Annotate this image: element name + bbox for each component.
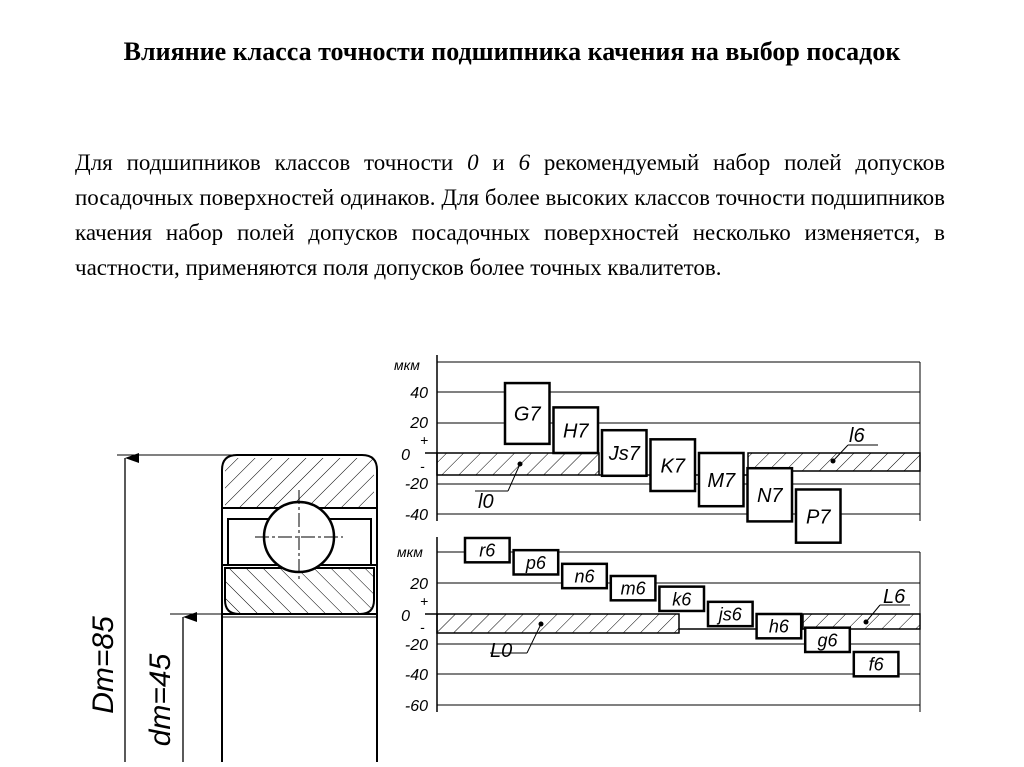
shaft-field-label: f6 xyxy=(868,654,884,675)
shaft-field-label: g6 xyxy=(817,630,838,651)
housing-field-label: N7 xyxy=(756,485,783,507)
minus-sign: - xyxy=(420,458,425,474)
shaft-field-label: m6 xyxy=(620,578,646,599)
housing-tolerance-chart xyxy=(394,355,920,543)
bearing-class-6-label: l6 xyxy=(849,425,865,447)
shaft-field-label: r6 xyxy=(479,540,496,561)
housing-field-label: G7 xyxy=(513,403,541,426)
shaft-field-label: n6 xyxy=(574,566,595,587)
shaft-field-label: h6 xyxy=(768,616,789,637)
shaft-field-label: p6 xyxy=(525,552,546,573)
plus-sign: + xyxy=(420,593,429,609)
bearing-class-L0-band xyxy=(437,614,679,633)
plus-sign: + xyxy=(420,432,429,448)
outer-diameter-label: Dm=85 xyxy=(87,616,120,714)
shaft-field-label: k6 xyxy=(672,589,692,610)
housing-tick-label: 40 xyxy=(410,385,428,402)
housing-tick-label: -40 xyxy=(404,507,428,524)
bearing-class-L0-label: L0 xyxy=(490,640,513,662)
inner-diameter-label: dm=45 xyxy=(144,653,177,747)
paragraph-text-2: рекомендуемый набор полей допусков посадочных поверхностей одинаков. Для более высоких классов точности подшипников качения набор полей допусков посадочных поверхностей несколько изменяется, в частности, применяются поля допусков более точных квалитетов. xyxy=(75,150,946,280)
shaft-tick-label: -60 xyxy=(404,698,428,715)
minus-sign: - xyxy=(420,619,425,635)
housing-field-label: H7 xyxy=(562,420,589,443)
housing-tick-label: 20 xyxy=(410,415,428,432)
shaft-fields xyxy=(465,538,898,676)
page-title: Влияние класса точности подшипника качения на выбор посадок xyxy=(123,37,901,66)
shaft-unit-label: мкм xyxy=(397,544,423,560)
accuracy-class-6: 6 xyxy=(518,150,531,175)
accuracy-class-0: 0 xyxy=(467,150,479,175)
paragraph-conjunction: и xyxy=(478,150,519,175)
bearing-class-0-label: l0 xyxy=(478,491,494,513)
housing-tick-label: 0 xyxy=(401,447,410,464)
shaft-field-label: js6 xyxy=(718,604,742,625)
bearing-class-L6-label: L6 xyxy=(883,586,906,608)
inner-ring-section xyxy=(225,568,374,614)
housing-tick-label: -20 xyxy=(404,476,428,493)
shaft-tick-label: 0 xyxy=(401,608,410,625)
housing-field-label: Js7 xyxy=(608,443,640,466)
housing-unit-label: мкм xyxy=(394,357,420,373)
housing-field-label: K7 xyxy=(660,455,685,478)
shaft-tick-label: 20 xyxy=(410,576,428,593)
shaft-tick-label: -20 xyxy=(404,637,428,654)
shaft-tolerance-chart xyxy=(397,537,920,715)
bearing-sketch xyxy=(87,455,377,762)
shaft-tick-label: -40 xyxy=(404,667,428,684)
housing-field-label: P7 xyxy=(806,506,831,529)
housing-field-label: M7 xyxy=(707,469,736,492)
paragraph-text-1: Для подшипников классов точности xyxy=(75,150,468,175)
